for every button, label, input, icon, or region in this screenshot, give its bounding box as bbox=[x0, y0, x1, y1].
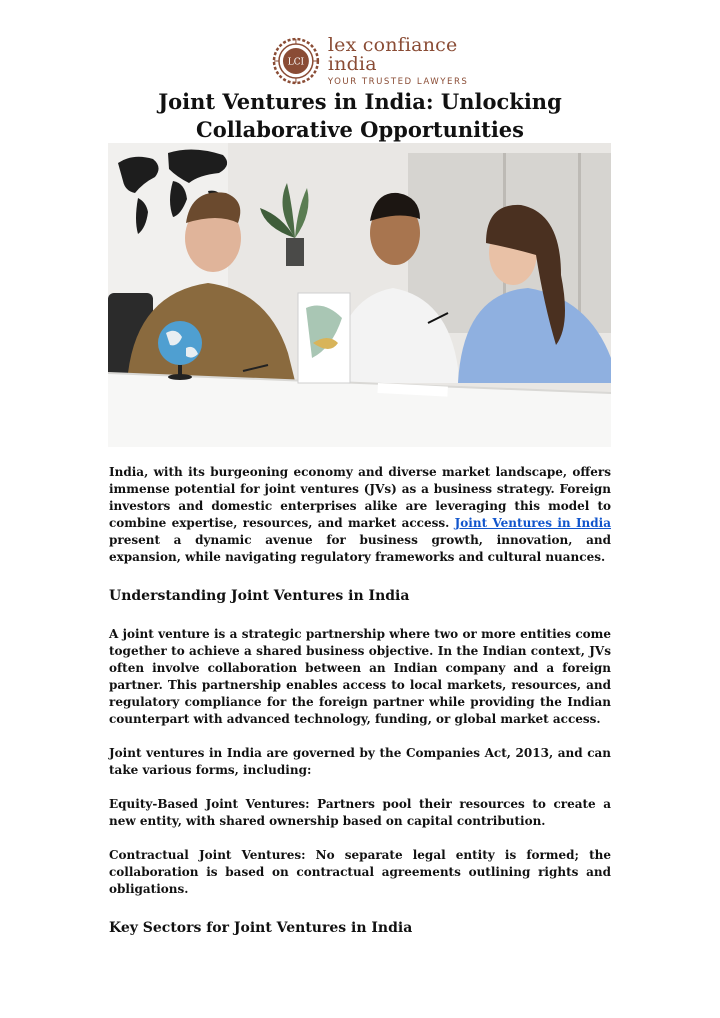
intro-paragraph bbox=[109, 464, 611, 566]
logo-monogram: LCI bbox=[287, 57, 305, 68]
article-body bbox=[109, 464, 611, 938]
page-title bbox=[110, 88, 610, 144]
brand-name: lex confiance india bbox=[327, 33, 458, 75]
hero-image bbox=[108, 143, 611, 447]
title-line-2: Collaborative Opportunities bbox=[195, 117, 524, 142]
paragraph-contractual-jv: Contractual Joint Ventures: No separate legal entity is formed; the collaboration is based on contractual agreements outlining rights and obligations. bbox=[109, 848, 611, 896]
brand-logo bbox=[272, 33, 512, 87]
paragraph-definition: A joint venture is a strategic partnership where two or more entities come together to achieve a shared business objective. In the Indian context, JVs often involve collaboration between an Indian company and a foreign partner. This partnership enables access to local markets, resources, and regulatory compliance for the foreign partner while providing the Indian counterpart with advanced technology, funding, or global market access. bbox=[109, 627, 611, 726]
joint-ventures-link[interactable]: Joint Ventures in India bbox=[454, 516, 612, 530]
brochure-icon bbox=[298, 293, 350, 383]
title-line-1: Joint Ventures in India: Unlocking bbox=[158, 89, 562, 114]
section-heading-understanding: Understanding Joint Ventures in India bbox=[109, 588, 410, 604]
intro-text-end: present a dynamic avenue for business growth, innovation, and expansion, while navigating regulatory frameworks and cultural nuances. bbox=[109, 533, 611, 564]
section-heading-key-sectors: Key Sectors for Joint Ventures in India bbox=[109, 920, 413, 936]
intro-text-start: India, with its burgeoning economy and diverse market landscape, offers immense potential for joint ventures (JVs) as a business strategy. Foreign investors and domestic enterprises alike are leveraging this model to combine expertise, resources, and market access. bbox=[109, 465, 611, 530]
brand-tagline: YOUR TRUSTED LAWYERS bbox=[327, 76, 469, 87]
logo-emblem-icon bbox=[272, 37, 320, 85]
paragraph-governance: Joint ventures in India are governed by the Companies Act, 2013, and can take various forms, including: bbox=[109, 746, 611, 777]
paragraph-equity-jv: Equity-Based Joint Ventures: Partners pool their resources to create a new entity, with shared ownership based on capital contribution. bbox=[109, 797, 611, 828]
logo-text bbox=[327, 33, 512, 87]
